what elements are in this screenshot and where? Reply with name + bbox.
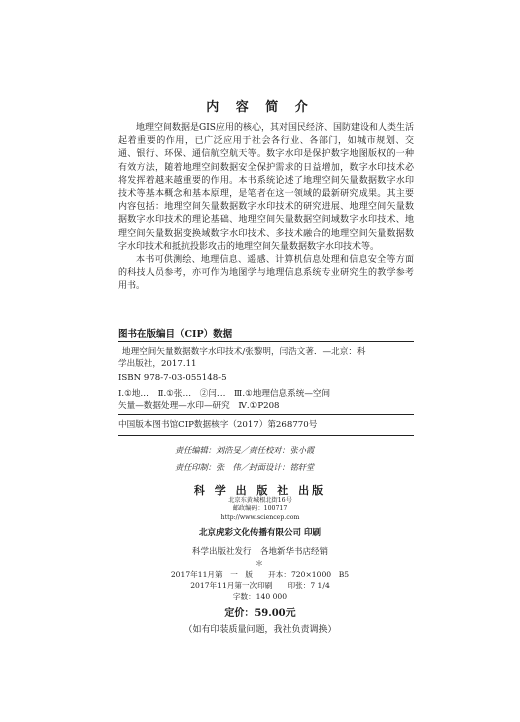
cip-classification-line-2: 矢量—数据处理—水印—研究 Ⅳ.①P208: [118, 401, 280, 411]
summary-paragraph-1: 地理空间数据是GIS应用的核心，其对国民经济、国防建设和人类生活起着重要的作用，已广泛应用于社会各行业、各部门，如城市规划、交通、银行、环保、通信航空航天等。数字水印是保护数字地图版权的一种有效方法，随着地理空间数据安全保护需求的日益增加，数字水印技术必将发挥着越来越重要的作用。本书系统论述了地理空间矢量数据数字水印技术等基本概念和基本原理，是笔者在这一领域的最新研究成果。其主要内容包括：地理空间矢量数据数字水印技术的研究进展、地理空间矢量数据数字水印技术的理论基础、地理空间矢量数据空间域数字水印技术、地理空间矢量数据变换域数字水印技术、多技术融合的地理空间矢量数据数字水印技术和抵抗投影攻击的地理空间矢量数据数字水印技术等。: [118, 123, 414, 252]
cip-classification-line-1: Ⅰ.①地… Ⅱ.①张… ②闫… Ⅲ.①地理信息系统—空间: [118, 389, 331, 399]
summary-heading: 内 容 简 介: [206, 100, 314, 115]
summary-paragraph-2: 本书可供测绘、地理信息、遥感、计算机信息处理和信息安全等方面的科技人员参考，亦可作为地图学与地理信息系统专业研究生的教学参考用书。: [118, 255, 414, 292]
price: 定价：59.00元: [224, 608, 296, 619]
publisher-postcode: 邮政编码：100717: [232, 505, 288, 512]
separator-star: ＊: [255, 559, 265, 568]
edition-line-3: 字数：140 000: [232, 592, 288, 601]
distribution: 科学出版社发行 各地新华书店经销: [191, 547, 328, 557]
publisher-website: http://www.sciencep.com: [220, 514, 300, 521]
edition-line-2: 2017年11月第一次印刷 印张：7 1/4: [190, 581, 330, 590]
cip-classification: [118, 388, 414, 412]
cip-record-number: 中国版本图书馆CIP数据核字（2017）第268770号: [118, 420, 318, 430]
cip-title-record: [118, 346, 414, 370]
divider-bottom: [118, 435, 414, 436]
publisher-name: 科 学 出 版 社 出版: [193, 484, 327, 497]
publisher-address: 北京东黄城根北街16号: [228, 497, 292, 504]
production-credits: 责任印制：张 伟／封面设计：铭轩堂: [175, 462, 315, 472]
divider-top: [118, 341, 414, 342]
divider-middle: [118, 414, 414, 415]
cip-title-line-2: 学出版社，2017.11: [118, 359, 197, 369]
quality-notice: （如有印装质量问题，我社负责调换）: [183, 625, 337, 635]
summary-body: [118, 122, 414, 294]
cip-title-line-1: 地理空间矢量数据数字水印技术/张黎明，闫浩文著．—北京：科: [122, 347, 366, 357]
editor-credits: 责任编辑：刘浩旻／责任校对：张小霞: [175, 445, 315, 455]
edition-line-1: 2017年11月第 一 版 开本：720×1000 B5: [170, 570, 350, 579]
isbn: ISBN 978-7-03-055148-5: [118, 373, 227, 383]
cip-heading: 图书在版编目（CIP）数据: [118, 329, 233, 340]
printer: 北京虎彩文化传播有限公司 印刷: [199, 528, 321, 538]
